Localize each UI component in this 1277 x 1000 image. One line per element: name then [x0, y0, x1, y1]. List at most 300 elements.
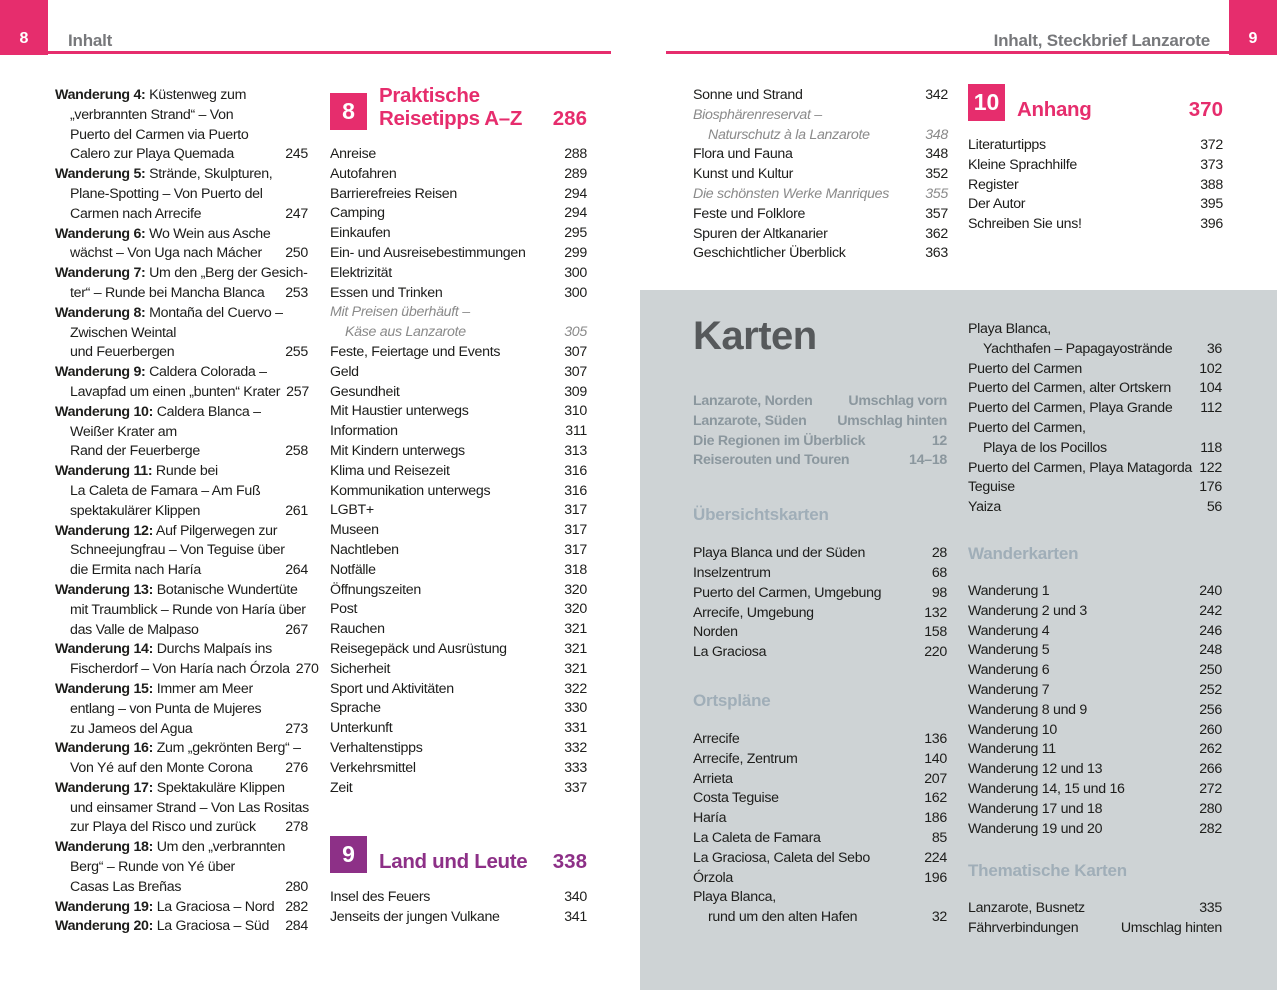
toc-label	[55, 898, 274, 918]
toc-walks-column	[55, 86, 319, 937]
toc-label	[55, 304, 283, 324]
toc-row	[55, 739, 308, 759]
map-row	[693, 770, 947, 790]
map-label-text: Wanderung 7	[968, 681, 1050, 698]
map-page-number: 242	[1199, 602, 1222, 619]
map-label-text: Lanzarote, Süden	[693, 412, 807, 429]
toc-label	[693, 86, 803, 106]
karten-heading-ortsplaene: Ortspläne	[693, 690, 771, 710]
toc-label-text: mit Traumblick – Runde von Haría über	[70, 601, 306, 618]
map-label-text: Wanderung 8 und 9	[968, 701, 1087, 718]
map-row	[693, 908, 947, 928]
toc-label-bold: Wanderung 18:	[55, 839, 154, 856]
toc-row	[330, 482, 587, 502]
toc-label	[693, 145, 793, 165]
map-row	[968, 602, 1222, 622]
toc-row	[55, 621, 308, 641]
map-label	[968, 498, 1001, 518]
toc-page-number: 299	[564, 244, 587, 261]
toc-page-number: 270	[295, 661, 319, 678]
toc-label	[55, 225, 270, 245]
toc-label	[55, 759, 253, 779]
map-label	[693, 451, 849, 471]
toc-page-number: 352	[925, 166, 948, 183]
toc-row	[55, 106, 308, 126]
toc-label-text: Auf Pilgerwegen zur	[153, 522, 278, 539]
ortsplaene-list	[693, 730, 947, 928]
map-page-number: 112	[1200, 400, 1222, 417]
toc-page-number	[302, 838, 308, 858]
toc-row	[330, 581, 587, 601]
toc-row	[330, 303, 587, 323]
map-page-number: 220	[924, 644, 947, 661]
toc-row	[55, 878, 308, 898]
toc-row	[55, 482, 308, 502]
uebersichtskarten-list	[693, 544, 947, 663]
toc-page-number	[302, 304, 308, 324]
toc-page-number: 247	[285, 205, 308, 222]
toc-label	[55, 522, 277, 542]
toc-label-text: Feste und Folklore	[693, 205, 806, 222]
chapter-8-title-line2: Reisetipps A–Z	[379, 107, 523, 130]
toc-row	[968, 215, 1223, 235]
toc-page-number: 316	[564, 482, 587, 499]
map-label	[693, 643, 766, 663]
map-page-number: 12	[931, 432, 947, 449]
toc-label	[330, 640, 507, 660]
toc-label-text: Carmen nach Arrecife	[70, 205, 202, 222]
toc-label	[55, 205, 201, 225]
toc-label	[330, 719, 392, 739]
toc-row	[330, 323, 587, 343]
toc-page-number: 342	[925, 87, 948, 103]
toc-page-number	[581, 303, 587, 323]
toc-label	[55, 858, 235, 878]
toc-label	[55, 739, 301, 759]
toc-row	[55, 779, 308, 799]
map-row	[968, 399, 1222, 419]
map-page-number	[941, 888, 947, 908]
toc-label-bold: Wanderung 6:	[55, 225, 146, 242]
page-number-right: 9	[1248, 30, 1258, 47]
header-rule-right	[666, 51, 1229, 54]
toc-page-number: 330	[564, 700, 587, 717]
header-rule-left	[48, 51, 611, 54]
toc-row	[693, 126, 948, 146]
map-row	[693, 730, 947, 750]
toc-row	[693, 225, 948, 245]
karten-index-list	[693, 392, 947, 471]
page-number-tab-right	[1229, 0, 1277, 55]
toc-label-text: Geschichtlicher Überblick	[693, 245, 846, 262]
toc-label-text: Kommunikation unterwegs	[330, 482, 491, 499]
toc-label	[693, 126, 870, 146]
map-label-text: Wanderung 4	[968, 622, 1050, 639]
map-page-number: 282	[1199, 820, 1222, 837]
toc-label	[330, 888, 430, 908]
map-label-text: Órzola	[693, 869, 733, 886]
toc-label-text: Um den „verbrannten	[153, 839, 286, 856]
toc-chapters-column	[330, 84, 587, 928]
toc-label	[693, 165, 793, 185]
map-label	[693, 730, 739, 750]
toc-label	[968, 136, 1046, 156]
toc-label	[330, 323, 466, 343]
toc-label	[330, 908, 500, 928]
toc-label	[330, 383, 400, 403]
toc-label	[55, 244, 262, 264]
toc-label-text: Zwischen Weintal	[70, 324, 177, 341]
toc-page-number: 273	[285, 720, 308, 737]
toc-row	[330, 600, 587, 620]
toc-label	[55, 799, 309, 819]
map-label-text: Playa Blanca und der Süden	[693, 545, 866, 562]
toc-page-number: 300	[564, 284, 587, 301]
toc-label-text: Botanische Wundertüte	[153, 581, 298, 598]
map-label-text: Wanderung 11	[968, 741, 1056, 758]
toc-label-text: Von Yé auf den Monte Corona	[70, 760, 253, 777]
page-number-left: 8	[19, 30, 29, 47]
toc-label	[55, 145, 234, 165]
toc-label	[330, 442, 465, 462]
toc-row	[330, 165, 587, 185]
toc-right-column2	[968, 84, 1223, 235]
map-page-number: 136	[924, 730, 947, 747]
toc-label	[330, 501, 374, 521]
map-page-number	[1216, 320, 1222, 340]
map-page-number: Umschlag vorn	[848, 393, 947, 409]
toc-label	[330, 145, 376, 165]
toc-label-text: Käse aus Lanzarote	[345, 324, 466, 341]
map-page-number: 280	[1199, 800, 1222, 817]
toc-row	[330, 264, 587, 284]
toc-page-number: 333	[564, 759, 587, 776]
map-label	[693, 544, 865, 564]
toc-page-number: 348	[925, 146, 948, 163]
chapter-9-continued-entries	[693, 86, 948, 264]
toc-label-text: Spektakuläre Klippen	[153, 779, 285, 796]
toc-page-number: 355	[925, 185, 948, 202]
map-page-number: 158	[924, 624, 947, 641]
toc-row	[55, 383, 308, 403]
toc-page-number	[302, 482, 308, 502]
map-page-number: 132	[924, 604, 947, 621]
toc-row	[330, 541, 587, 561]
map-label-text: Costa Teguise	[693, 790, 779, 807]
map-label	[968, 899, 1085, 919]
toc-label-text: zu Jameos del Agua	[70, 720, 193, 737]
toc-label-text: La Caleta de Famara – Am Fuß	[70, 482, 261, 499]
toc-label	[330, 303, 470, 323]
map-label-text: rund um den alten Hafen	[708, 909, 858, 926]
ortsplaene-continued-list	[968, 320, 1222, 518]
map-label	[693, 623, 738, 643]
map-page-number: 104	[1199, 380, 1222, 397]
map-row	[693, 849, 947, 869]
toc-label-text: Rand der Feuerberge	[70, 443, 200, 460]
toc-label-text: Insel des Feuers	[330, 889, 431, 906]
toc-label-text: Zum „gekrönten Berg“ –	[153, 740, 301, 757]
toc-page-number: 321	[564, 640, 587, 657]
map-label-text: La Graciosa, Caleta del Sebo	[693, 849, 870, 866]
toc-page-number: 331	[564, 720, 587, 737]
map-label	[968, 340, 1172, 360]
map-page-number: 32	[931, 909, 947, 926]
toc-label-bold: Wanderung 20:	[55, 918, 154, 935]
toc-row	[55, 660, 319, 680]
toc-label-text: Post	[330, 601, 358, 618]
running-head-left: Inhalt	[68, 31, 113, 50]
toc-label	[55, 818, 256, 838]
map-label-text: La Graciosa	[693, 644, 767, 661]
chapter-8-badge: 8	[330, 93, 367, 130]
map-label	[693, 908, 857, 928]
map-label	[968, 602, 1087, 622]
toc-label-text: Puerto del Carmen via Puerto	[70, 126, 249, 143]
toc-page-number: 316	[564, 462, 587, 479]
map-row	[693, 643, 947, 663]
toc-page-number	[302, 739, 308, 759]
map-label-text: Die Regionen im Überblick	[693, 432, 866, 449]
map-label-text: Arrieta	[693, 770, 733, 787]
toc-label-bold: Wanderung 15:	[55, 680, 154, 697]
toc-page-number: 250	[285, 245, 308, 262]
toc-label	[330, 561, 376, 581]
toc-row	[55, 185, 308, 205]
toc-row	[55, 898, 308, 918]
map-label	[693, 888, 776, 908]
toc-page-number: 396	[1200, 216, 1223, 233]
toc-row	[330, 383, 587, 403]
map-label	[968, 478, 1015, 498]
toc-page-number: 282	[285, 898, 308, 915]
toc-page-number	[309, 799, 315, 819]
toc-label	[55, 106, 233, 126]
map-index-row	[693, 451, 947, 471]
toc-label	[330, 482, 490, 502]
chapter-9-badge: 9	[330, 836, 367, 873]
toc-row	[330, 204, 587, 224]
toc-page-number: 280	[285, 878, 308, 895]
toc-row	[330, 422, 587, 442]
map-page-number: 335	[1199, 900, 1222, 917]
map-label-text: Puerto del Carmen,	[968, 419, 1086, 436]
toc-label-text: Jenseits der jungen Vulkane	[330, 909, 500, 926]
toc-label	[330, 343, 500, 363]
toc-page-number: 395	[1200, 196, 1223, 213]
map-label-text: Norden	[693, 624, 738, 641]
toc-page-number	[302, 680, 308, 700]
toc-label-text: LGBT+	[330, 502, 374, 519]
toc-label-text: Runde bei	[152, 463, 218, 480]
toc-label	[55, 423, 177, 443]
map-page-number: 122	[1199, 459, 1222, 476]
toc-label	[330, 581, 421, 601]
toc-label	[55, 917, 269, 937]
map-label	[693, 412, 806, 432]
toc-page-number: 388	[1200, 176, 1223, 193]
map-label-text: Puerto del Carmen, alter Ortskern	[968, 380, 1171, 397]
toc-label-text: Casas Las Breñas	[70, 878, 182, 895]
toc-label	[55, 561, 201, 581]
map-label-text: Arrecife, Umgebung	[693, 604, 814, 621]
toc-row	[55, 284, 308, 304]
chapter-9-entries	[330, 888, 587, 928]
map-row	[968, 800, 1222, 820]
toc-label	[330, 244, 526, 264]
running-head-right: Inhalt, Steckbrief Lanzarote	[993, 31, 1210, 50]
toc-label	[55, 660, 290, 680]
toc-page-number: 313	[564, 442, 587, 459]
map-label	[693, 392, 812, 412]
toc-row	[55, 244, 308, 264]
toc-page-number: 300	[564, 264, 587, 281]
map-page-number: 186	[924, 810, 947, 827]
toc-page-number: 321	[564, 621, 587, 638]
toc-label	[693, 106, 822, 126]
map-label-text: Wanderung 2 und 3	[968, 602, 1087, 619]
toc-label-text: Flora und Fauna	[693, 146, 793, 163]
toc-label-text: Schreiben Sie uns!	[968, 216, 1082, 233]
toc-row	[330, 561, 587, 581]
map-row	[693, 564, 947, 584]
toc-label-text: Rauchen	[330, 621, 385, 638]
toc-label	[55, 621, 199, 641]
toc-page-number: 305	[564, 324, 587, 341]
karten-box	[640, 290, 1277, 990]
toc-label-text: Nachtleben	[330, 541, 399, 558]
toc-page-number	[302, 462, 308, 482]
toc-label-text: wächst – Von Uga nach Mácher	[70, 245, 262, 262]
toc-page-number	[302, 86, 308, 106]
map-label-text: Reiserouten und Touren	[693, 452, 850, 469]
map-page-number: 176	[1199, 479, 1222, 496]
toc-label	[55, 403, 261, 423]
toc-row	[968, 195, 1223, 215]
map-label	[968, 360, 1082, 380]
toc-label	[330, 284, 442, 304]
map-index-row	[693, 432, 947, 452]
toc-label-text: Biosphärenreservat –	[693, 106, 822, 123]
map-row	[693, 869, 947, 889]
toc-label-text: Berg“ – Runde von Yé über	[70, 859, 235, 876]
toc-label-text: ter“ – Runde bei Mancha Blanca	[70, 284, 265, 301]
toc-label	[968, 215, 1082, 235]
map-label-text: Playa de los Pocillos	[983, 439, 1107, 456]
toc-label-text: La Graciosa – Nord	[153, 898, 275, 915]
toc-row	[55, 502, 308, 522]
toc-label-text: Sicherheit	[330, 660, 391, 677]
toc-page-number: 311	[565, 423, 587, 440]
toc-page-number	[942, 106, 948, 126]
map-page-number: 14–18	[909, 452, 947, 469]
toc-row	[330, 739, 587, 759]
toc-label	[55, 700, 261, 720]
toc-label-text: Lavapfad um einen „bunten“ Krater	[70, 383, 281, 400]
map-row	[968, 419, 1222, 439]
chapter-8-heading	[330, 84, 587, 130]
toc-page-number: 318	[564, 561, 587, 578]
map-label	[968, 760, 1102, 780]
toc-row	[330, 888, 587, 908]
toc-page-number	[302, 225, 308, 245]
toc-row	[330, 462, 587, 482]
toc-walks-list	[55, 86, 319, 937]
toc-label-text: Sport und Aktivitäten	[330, 680, 454, 697]
toc-label-text: Gesundheit	[330, 383, 400, 400]
toc-row	[330, 224, 587, 244]
toc-row	[330, 402, 587, 422]
toc-page-number: 284	[285, 918, 308, 935]
toc-label	[330, 165, 396, 185]
toc-row	[330, 719, 587, 739]
toc-page-number: 362	[925, 225, 948, 242]
toc-label-text: Strände, Skulpturen,	[145, 166, 273, 183]
toc-page-number	[302, 779, 308, 799]
toc-page-number: 276	[285, 760, 308, 777]
toc-label	[330, 739, 423, 759]
map-label	[693, 770, 733, 790]
toc-label-bold: Wanderung 19:	[55, 898, 154, 915]
toc-row	[55, 205, 308, 225]
map-page-number: 68	[931, 564, 947, 581]
chapter-10-title	[1017, 98, 1092, 121]
map-row	[968, 459, 1222, 479]
toc-label	[55, 601, 306, 621]
chapter-8-title	[379, 84, 522, 130]
map-row	[968, 681, 1222, 701]
toc-page-number: 253	[285, 284, 308, 301]
map-label-text: Yachthafen – Papagayostrände	[983, 340, 1173, 357]
map-label	[968, 919, 1078, 939]
toc-page-number: 310	[564, 403, 587, 420]
toc-row	[330, 779, 587, 799]
toc-row	[330, 284, 587, 304]
toc-label-text: Naturschutz à la Lanzarote	[708, 126, 870, 143]
toc-page-number	[302, 700, 308, 720]
chapter-9-title	[379, 850, 527, 873]
toc-row	[330, 521, 587, 541]
map-row	[968, 760, 1222, 780]
toc-label	[330, 521, 379, 541]
map-label	[693, 829, 821, 849]
toc-label-text: Zeit	[330, 779, 353, 796]
toc-page-number	[302, 640, 308, 660]
toc-page-number	[302, 541, 308, 561]
toc-label-text: Essen und Trinken	[330, 284, 443, 301]
toc-page-number: 337	[564, 779, 587, 796]
map-label	[968, 701, 1087, 721]
map-row	[693, 584, 947, 604]
toc-label-bold: Wanderung 11:	[55, 463, 153, 480]
toc-page-number: 320	[564, 601, 587, 618]
toc-label	[330, 779, 352, 799]
map-page-number: 118	[1200, 439, 1222, 456]
toc-page-number	[302, 403, 308, 423]
toc-row	[55, 363, 308, 383]
map-label	[968, 439, 1107, 459]
chapter-10-heading	[968, 84, 1223, 121]
toc-page-number	[302, 581, 308, 601]
toc-label	[330, 185, 457, 205]
map-label	[693, 849, 870, 869]
toc-label	[330, 462, 450, 482]
toc-row	[968, 176, 1223, 196]
toc-label	[55, 838, 285, 858]
map-label	[968, 419, 1086, 439]
toc-page-number	[302, 858, 308, 878]
toc-label-text: Küstenweg zum	[145, 87, 247, 103]
